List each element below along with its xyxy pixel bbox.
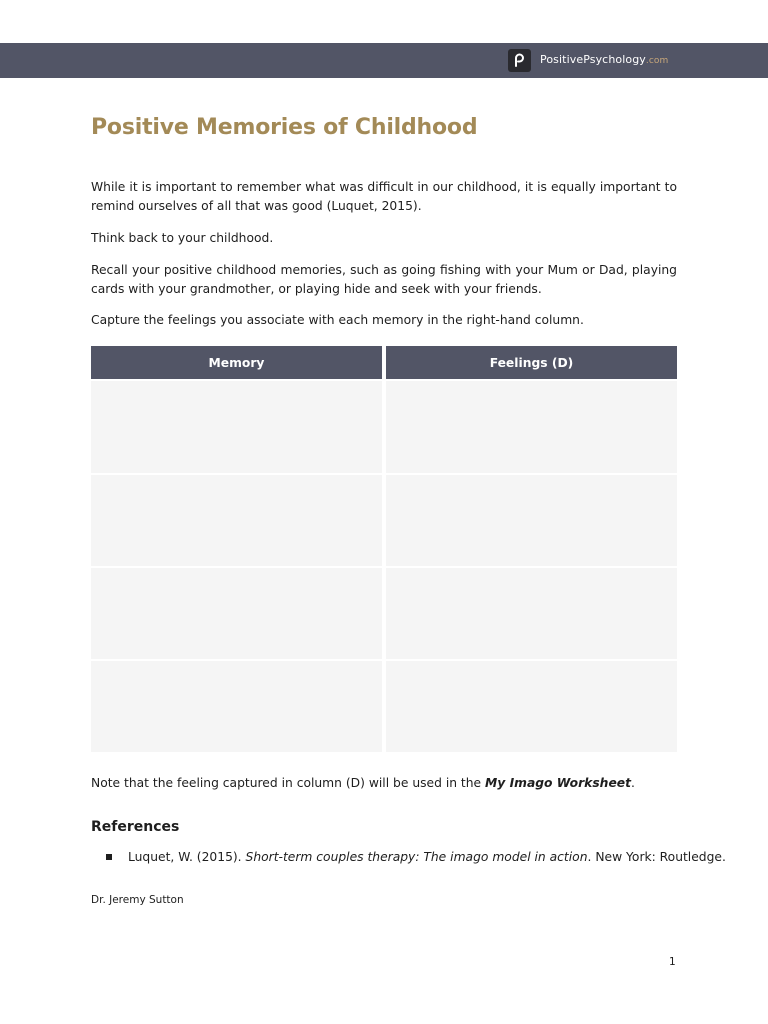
reference-author-year: Luquet, W. (2015). (128, 850, 246, 864)
brand-name-main: PositivePsychology (540, 53, 646, 66)
square-bullet-icon (106, 854, 112, 860)
memory-cell-4[interactable] (91, 661, 382, 752)
column-d-note (91, 774, 635, 793)
intro-paragraph: While it is important to remember what was difficult in our childhood, it is equally important to remind ourselves of all that was good (Luquet, 2015). (91, 180, 677, 213)
feelings-cell-1[interactable] (386, 381, 677, 473)
page-number: 1 (669, 956, 676, 968)
author-credit: Dr. Jeremy Sutton (91, 894, 184, 906)
column-header-feelings: Feelings (D) (386, 346, 677, 379)
memory-feelings-table (91, 346, 677, 752)
positive-psychology-logo-icon (508, 49, 531, 72)
p-logo-glyph-icon (512, 53, 527, 68)
memory-cell-2[interactable] (91, 475, 382, 566)
feelings-cell-3[interactable] (386, 568, 677, 659)
memory-cell-1[interactable] (91, 381, 382, 473)
reference-book-title: Short-term couples therapy: The imago model in action (245, 850, 588, 864)
note-end: . (631, 776, 635, 790)
note-worksheet-name: My Imago Worksheet (485, 776, 631, 790)
instruction-capture: Capture the feelings you associate with each memory in the right-hand column. (91, 313, 584, 327)
memory-cell-3[interactable] (91, 568, 382, 659)
instruction-recall: Recall your positive childhood memories, such as going fishing with your Mum or Dad, playing cards with your grandmother, or playing hide and seek with your friends. (91, 263, 677, 296)
reference-item (128, 848, 726, 867)
brand-name (540, 53, 668, 66)
brand-name-suffix: .com (645, 56, 669, 66)
feelings-cell-2[interactable] (386, 475, 677, 566)
instruction-think-back: Think back to your childhood. (91, 231, 274, 245)
column-header-memory: Memory (91, 346, 382, 379)
reference-publisher: . New York: Routledge. (587, 850, 726, 864)
worksheet-title: Positive Memories of Childhood (91, 115, 478, 140)
feelings-cell-4[interactable] (386, 661, 677, 752)
references-heading: References (91, 819, 180, 835)
note-text: Note that the feeling captured in column (D) will be used in the (91, 776, 486, 790)
